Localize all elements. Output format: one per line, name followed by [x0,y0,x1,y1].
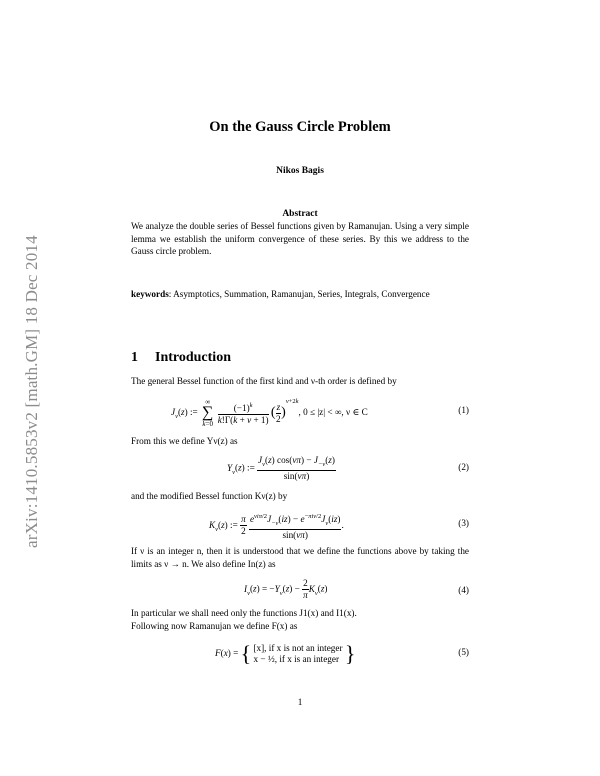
section-title: Introduction [155,350,231,365]
section-number: 1 [131,350,138,365]
keywords-text: : Asymptotics, Summation, Ramanujan, Series, Integrals, Convergence [168,289,430,299]
eq5-case-2: x − ½, if x is an integer [253,654,340,664]
equation-4: $I_\nu(z) = -Y_\nu(z)$ − $\frac{2}{\pi}$ $K_\nu(z)$ (4) [244,578,469,600]
keywords [131,288,469,301]
eq1-condition: , 0 ≤ |z| < ∞, ν ∈ C [298,407,368,418]
arxiv-stamp: arXiv:1410.5853v2 [math.GM] 18 Dec 2014 [22,235,41,548]
equation-number-4: (4) [458,585,469,595]
paragraph-5b: Following now Ramanujan we define F(x) as [131,621,298,631]
page-number: 1 [297,697,303,707]
paragraph-4: If ν is an integer n, then it is understood that we define the functions above by taking the limits as ν → n. We also define In(z) as [131,546,469,569]
paragraph-2: From this we define Yν(z) as [131,436,238,446]
abstract-heading: Abstract [282,209,318,219]
equation-1: $J_\nu(z)$ := ∞ ∑ k=0 $\frac{(-1)^k}{k!\Gamma(k + \nu + 1)}$ ( $\frac{z}{2}$ )$^{\nu+2k}$, 0 ≤ |z| < ∞, ν ∈ C (1) [171,398,469,428]
section-heading [131,350,231,366]
paragraph-3: and the modified Bessel function Kν(z) by [131,491,288,501]
equation-number-1: (1) [458,405,469,415]
paper-title: On the Gauss Circle Problem [209,119,391,135]
author-name: Nikos Bagis [276,166,324,176]
abstract-text: We analyze the double series of Bessel functions given by Ramanujan. Using a very simple lemma we establish the uniform convergence of these series. By this we address to the Gauss circle problem. [131,221,469,256]
equation-3: $K_\nu(z)$ := $\frac{\pi}{2}$ $\frac{e^{\nu i\pi/2}J_{-\nu}(iz) - e^{-\pi i\nu/2}J_\nu(iz)}{\sin(\nu\pi)}$ . (3) [209,513,469,540]
equation-5: F(x) = { [x], if x is not an integer x − ½, if x is an integer } (5) [215,641,469,666]
equation-2: $Y_\nu(z)$ := $\frac{J_\nu(z) \cos(\nu\pi) - J_{-\nu}(z)}{\sin(\nu\pi)}$ (2) [227,455,469,481]
paragraph-1: The general Bessel function of the first kind and ν-th order is defined by [131,376,397,386]
equation-number-3: (3) [458,518,469,528]
keywords-label: keywords [131,289,169,299]
equation-number-5: (5) [458,647,469,657]
paragraph-5a: In particular we shall need only the functions J1(x) and I1(x). [131,608,357,618]
equation-number-2: (2) [458,462,469,472]
eq5-case-1: [x], if x is not an integer [253,643,343,653]
